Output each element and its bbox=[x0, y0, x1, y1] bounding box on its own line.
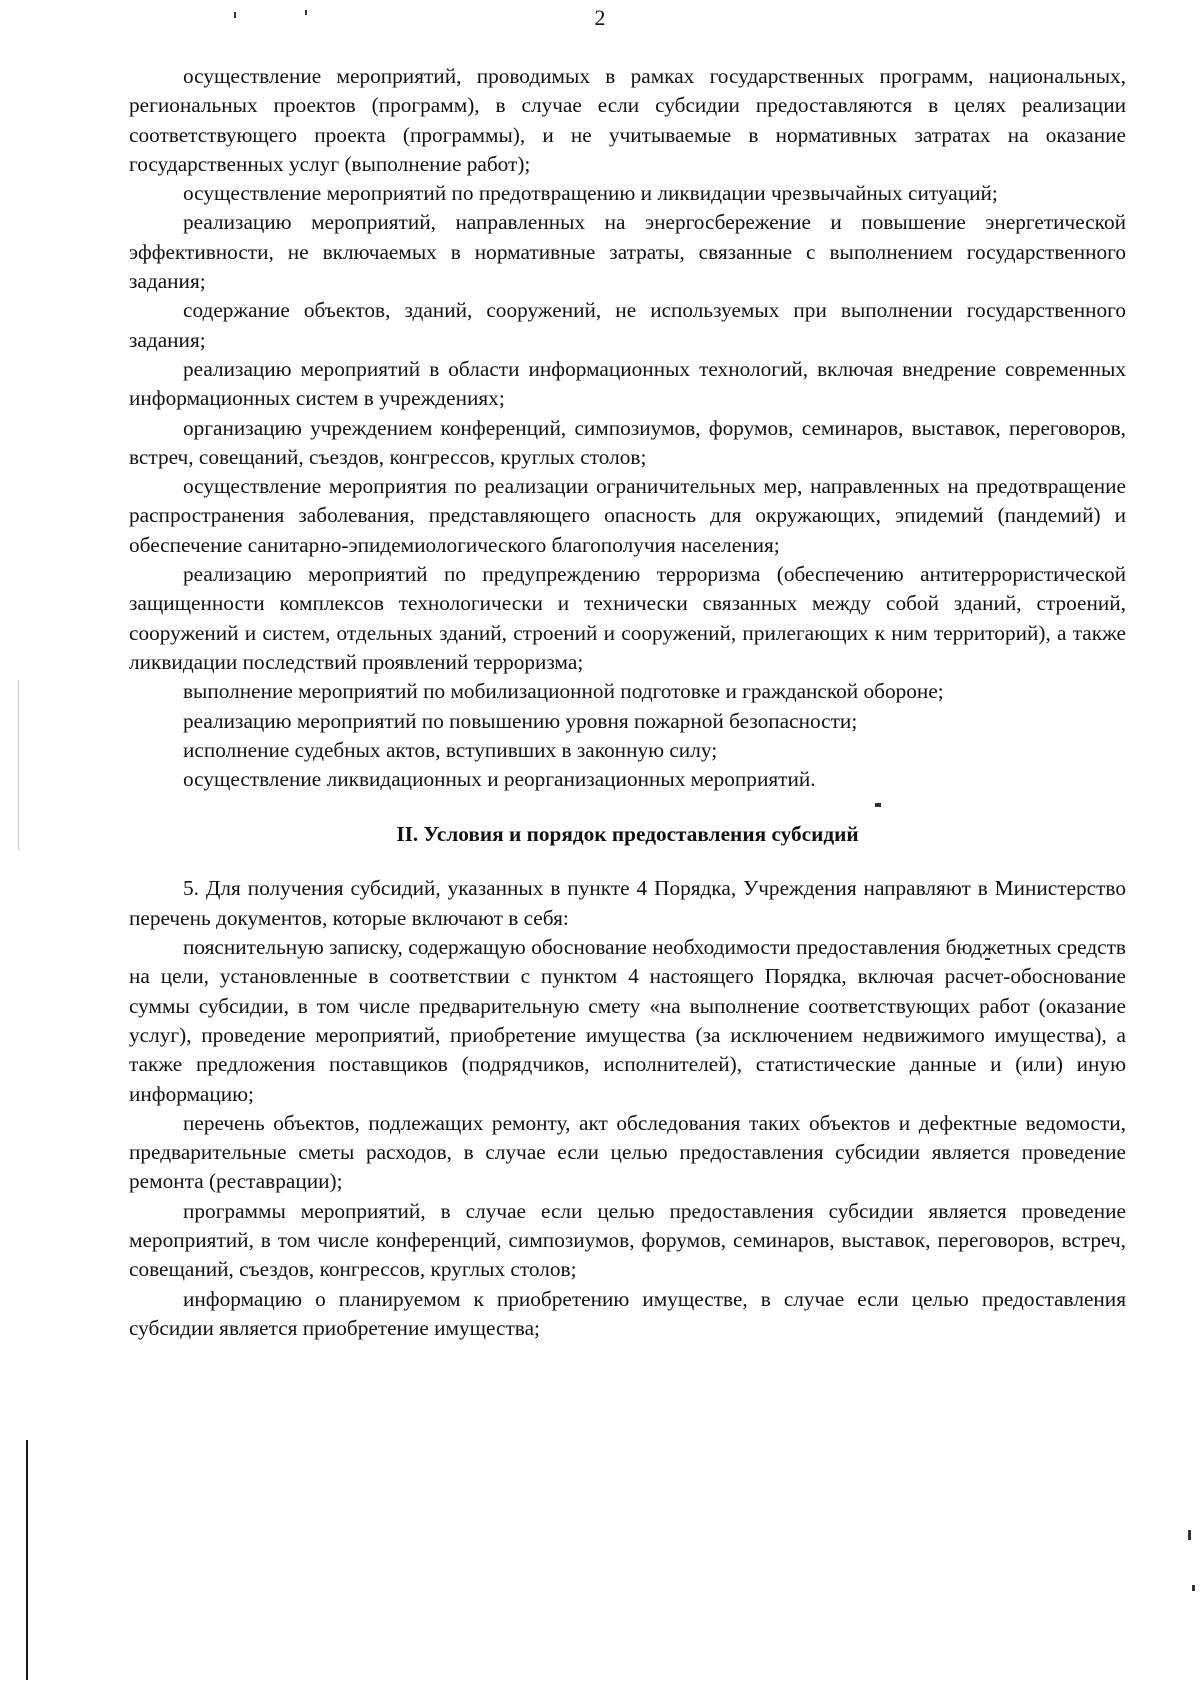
list-item: реализацию мероприятий по повышению уровня пожарной безопасности; bbox=[183, 708, 858, 733]
page-number: 2 bbox=[594, 5, 606, 30]
scan-artifact-line bbox=[26, 1440, 28, 1680]
list-item: реализацию мероприятий в области информационных технологий, включая внедрение современных информационных систем в учреждениях; bbox=[129, 356, 1126, 411]
list-item: исполнение судебных актов, вступивших в законную силу; bbox=[183, 737, 718, 762]
list-item: перечень объектов, подлежащих ремонту, акт обследования таких объектов и дефектные ведомости, предварительные сметы расходов, в случае если целью предоставления субсидии является проведение ремонта (реставрации); bbox=[129, 1110, 1126, 1194]
document-body bbox=[129, 62, 1126, 1343]
list-item: осуществление мероприятий по предотвращению и ликвидации чрезвычайных ситуаций; bbox=[183, 181, 998, 206]
list-item: реализацию мероприятий, направленных на энергосбережение и повышение энергетической эффективности, не включаемых в нормативные затраты, связанные с выполнением государственного задания; bbox=[129, 210, 1126, 294]
scan-speck bbox=[1192, 1585, 1195, 1591]
list-item: осуществление мероприятия по реализации ограничительных мер, направленных на предотвращение распространения заболевания, представляющего опасность для окружающих, эпидемий (пандемий) и обеспечение санитарно-эпидемиологического благополучия населения; bbox=[129, 474, 1126, 557]
list-item: реализацию мероприятий по предупреждению терроризма (обеспечению антитеррористической защищенности комплексов технологически и технически связанных между собой зданий, строений, сооружений и систем, отдельных зданий, строений и сооружений, прилегающих к ним территорий), а также ликвидации последствий проявлений терроризма; bbox=[129, 562, 1126, 674]
list-item: пояснительную записку, содержащую обоснование необходимости предоставления бюджетных средств на цели, установленные в соответствии с пунктом 4 настоящего Порядка, включая расчет-обоснование суммы субсидии, в том числе предварительную смету «на выполнение соответствующих работ (оказание услуг), проведение мероприятий, приобретение имущества (за исключением недвижимого имущества), а также предложения поставщиков (подрядчиков, исполнителей), статистические данные и (или) иную информацию; bbox=[129, 935, 1126, 1106]
scan-speck bbox=[1188, 1530, 1191, 1540]
list-item: выполнение мероприятий по мобилизационной подготовке и гражданской обороне; bbox=[183, 679, 944, 704]
list-item: организацию учреждением конференций, симпозиумов, форумов, семинаров, выставок, переговоров, встреч, совещаний, съездов, конгрессов, круглых столов; bbox=[129, 415, 1126, 469]
section-heading: II. Условия и порядок предоставления субсидий bbox=[396, 822, 859, 847]
list-item: осуществление мероприятий, проводимых в рамках государственных программ, национальных, региональных проектов (программ), в случае если субсидии предоставляются в целях реализации соответствующего проекта (программы), и не учитываемые в нормативных затратах на оказание государственных услуг (выполнение работ); bbox=[129, 64, 1126, 176]
list-item: содержание объектов, зданий, сооружений, не используемых при выполнении государственного задания; bbox=[129, 298, 1126, 352]
list-item: информацию о планируемом к приобретению имуществе, в случае если целью предоставления субсидии является приобретение имущества; bbox=[129, 1286, 1126, 1340]
scan-artifact-line bbox=[18, 680, 19, 850]
clause-paragraph: 5. Для получения субсидий, указанных в пункте 4 Порядка, Учреждения направляют в Министерство перечень документов, которые включают в себя: bbox=[129, 876, 1126, 930]
list-item: программы мероприятий, в случае если целью предоставления субсидии является проведение мероприятий, в том числе конференций, симпозиумов, форумов, семинаров, выставок, переговоров, встреч, совещаний, съездов, конгрессов, круглых столов; bbox=[129, 1198, 1126, 1282]
list-item: осуществление ликвидационных и реорганизационных мероприятий. bbox=[183, 767, 816, 792]
